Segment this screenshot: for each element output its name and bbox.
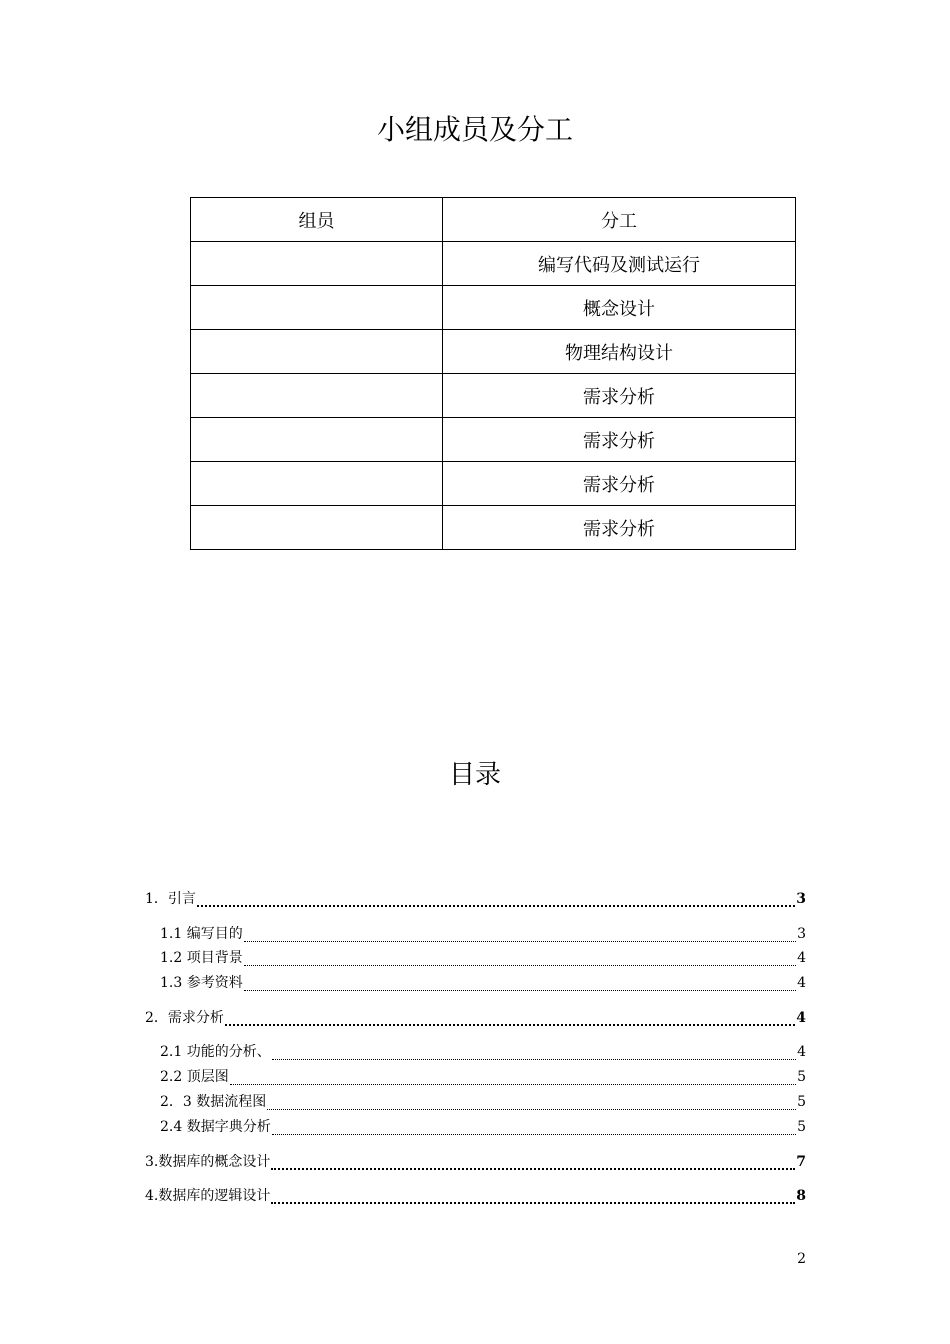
toc-leader-dots	[244, 929, 796, 942]
toc-leader-dots	[225, 1012, 795, 1026]
table-row	[191, 506, 796, 550]
toc-entry-label: 2.4 数据字典分析	[160, 1119, 271, 1135]
toc-entry-label: 1．引言	[145, 891, 196, 907]
toc-entry-requirements[interactable]	[145, 1009, 806, 1027]
table-row	[191, 374, 796, 418]
page-title: 小组成员及分工	[376, 113, 573, 146]
toc-entry-background[interactable]	[160, 949, 806, 967]
toc-leader-dots	[267, 1097, 796, 1110]
table-row	[191, 462, 796, 506]
toc-leader-dots	[271, 1190, 795, 1204]
toc-leader-dots	[230, 1072, 796, 1085]
toc-entry-function-analysis[interactable]	[160, 1043, 806, 1061]
toc-entry-page: 5	[797, 1094, 806, 1110]
task-cell: 需求分析	[443, 462, 796, 506]
toc-entry-page: 4	[797, 975, 806, 991]
member-cell	[191, 418, 443, 462]
toc-entry-label: 2.2 顶层图	[160, 1069, 229, 1085]
toc-leader-dots	[272, 1047, 796, 1060]
toc-entry-page: 3	[796, 891, 806, 907]
task-cell: 概念设计	[443, 286, 796, 330]
task-cell: 编写代码及测试运行	[443, 242, 796, 286]
members-table	[190, 197, 796, 550]
toc-entry-purpose[interactable]	[160, 925, 806, 943]
toc-entry-page: 4	[797, 1044, 806, 1060]
table-row	[191, 418, 796, 462]
toc-leader-dots	[272, 1122, 796, 1135]
table-row	[191, 242, 796, 286]
member-cell	[191, 330, 443, 374]
toc-entry-data-flow[interactable]	[160, 1093, 806, 1111]
toc-entry-data-dictionary[interactable]	[160, 1118, 806, 1136]
member-cell	[191, 506, 443, 550]
toc-entry-page: 8	[796, 1188, 806, 1204]
toc-entry-label: 1.3 参考资料	[160, 975, 243, 991]
toc-entry-label: 1.2 项目背景	[160, 950, 243, 966]
task-cell: 需求分析	[443, 418, 796, 462]
toc-entry-page: 4	[796, 1010, 806, 1026]
toc-leader-dots	[271, 1156, 795, 1170]
toc-entry-references[interactable]	[160, 974, 806, 992]
toc-title: 目录	[448, 760, 501, 790]
page-number: 2	[797, 1251, 806, 1267]
toc-entry-label: 2.1 功能的分析、	[160, 1044, 271, 1060]
toc-entry-page: 7	[796, 1154, 806, 1170]
table-row	[191, 330, 796, 374]
member-cell	[191, 286, 443, 330]
toc-leader-dots	[244, 978, 796, 991]
toc-entry-label: 4.数据库的逻辑设计	[145, 1188, 271, 1204]
header-task: 分工	[443, 198, 796, 242]
task-cell: 需求分析	[443, 374, 796, 418]
toc-entry-page: 4	[797, 950, 806, 966]
toc-entry-introduction[interactable]	[145, 890, 806, 908]
toc-entry-top-diagram[interactable]	[160, 1068, 806, 1086]
table-row	[191, 286, 796, 330]
member-cell	[191, 374, 443, 418]
toc-leader-dots	[197, 893, 795, 907]
task-cell: 物理结构设计	[443, 330, 796, 374]
toc-entry-page: 5	[797, 1119, 806, 1135]
toc-entry-label: 2．需求分析	[145, 1010, 224, 1026]
task-cell: 需求分析	[443, 506, 796, 550]
toc-entry-label: 3.数据库的概念设计	[145, 1154, 271, 1170]
toc-entry-page: 3	[797, 926, 806, 942]
member-cell	[191, 462, 443, 506]
table-header-row	[191, 198, 796, 242]
header-member: 组员	[191, 198, 443, 242]
toc-leader-dots	[244, 953, 796, 966]
toc-entry-conceptual-design[interactable]	[145, 1153, 806, 1171]
member-cell	[191, 242, 443, 286]
toc-entry-logical-design[interactable]	[145, 1187, 806, 1205]
toc-entry-page: 5	[797, 1069, 806, 1085]
toc-entry-label: 2．3 数据流程图	[160, 1094, 267, 1110]
toc-entry-label: 1.1 编写目的	[160, 926, 243, 942]
